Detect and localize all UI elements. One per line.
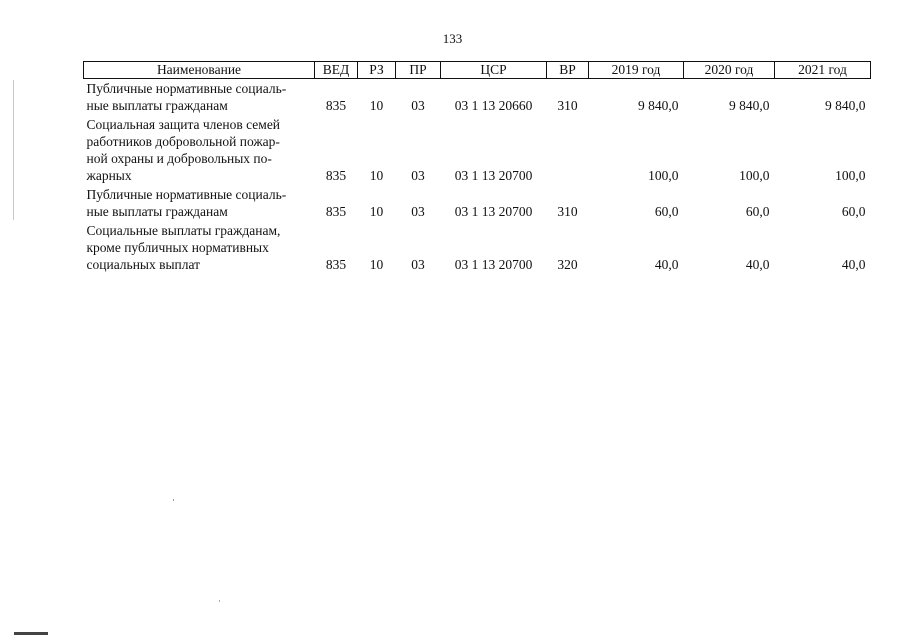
cell-2019: 60,0 [654, 204, 679, 219]
header-ved: ВЕД [315, 62, 358, 79]
cell-2021: 40,0 [841, 257, 866, 272]
row-name [84, 115, 315, 185]
header-2020: 2020 год [684, 62, 775, 79]
row-name-line: социальных выплат [86, 257, 201, 272]
cell-rz: 10 [369, 204, 384, 219]
cell-2021: 60,0 [841, 204, 866, 219]
header-csr: ЦСР [441, 62, 547, 79]
cell-csr: 03 1 13 20700 [454, 168, 533, 183]
cell-csr: 03 1 13 20700 [454, 204, 533, 219]
table-header-row [84, 62, 871, 79]
table-row [84, 79, 871, 116]
row-name-line: ной охраны и добровольных по- [86, 151, 272, 166]
cell-rz: 10 [369, 98, 384, 113]
budget-table [83, 61, 871, 274]
cell-2019: 9 840,0 [638, 98, 679, 113]
cell-ved: 835 [325, 204, 347, 219]
cell-2020: 100,0 [739, 168, 770, 183]
page-number: 133 [442, 31, 463, 46]
cell-2021: 100,0 [835, 168, 866, 183]
row-name-line: Социальные выплаты гражданам, [86, 223, 281, 238]
scan-mark [219, 600, 220, 602]
cell-ved: 835 [325, 98, 347, 113]
scan-mark [173, 499, 174, 501]
cell-2019: 40,0 [654, 257, 679, 272]
scan-mark [14, 632, 48, 635]
cell-2020: 60,0 [745, 204, 770, 219]
row-name [84, 185, 315, 221]
cell-rz: 10 [369, 257, 384, 272]
cell-vr: 310 [557, 98, 578, 113]
row-name [84, 221, 315, 274]
cell-2020: 40,0 [745, 257, 770, 272]
cell-rz: 10 [369, 168, 384, 183]
cell-2020: 9 840,0 [729, 98, 770, 113]
row-name-line: Публичные нормативные социаль- [86, 81, 287, 96]
row-name-line: Публичные нормативные социаль- [86, 187, 287, 202]
cell-pr: 03 [411, 257, 425, 272]
cell-pr: 03 [411, 204, 425, 219]
header-pr: ПР [396, 62, 441, 79]
cell-csr: 03 1 13 20660 [454, 98, 533, 113]
cell-vr: 320 [557, 257, 578, 272]
header-rz: РЗ [358, 62, 396, 79]
cell-pr: 03 [411, 98, 425, 113]
table-row [84, 185, 871, 221]
row-name [84, 79, 315, 116]
cell-2021: 9 840,0 [825, 98, 866, 113]
header-2021: 2021 год [775, 62, 871, 79]
row-name-line: работников добровольной пожар- [86, 134, 280, 149]
row-name-line: Социальная защита членов семей [86, 117, 281, 132]
cell-ved: 835 [325, 168, 347, 183]
row-name-line: жарных [86, 168, 132, 183]
row-name-line: кроме публичных нормативных [86, 240, 269, 255]
cell-ved: 835 [325, 257, 347, 272]
cell-pr: 03 [411, 168, 425, 183]
cell-csr: 03 1 13 20700 [454, 257, 533, 272]
row-name-line: ные выплаты гражданам [86, 204, 228, 219]
header-2019: 2019 год [589, 62, 684, 79]
header-name: Наименование [84, 62, 315, 79]
scan-mark [13, 80, 14, 220]
row-name-line: ные выплаты гражданам [86, 98, 228, 113]
header-vr: ВР [547, 62, 589, 79]
cell-vr: 310 [557, 204, 578, 219]
cell-2019: 100,0 [648, 168, 679, 183]
table-row [84, 115, 871, 185]
table-row [84, 221, 871, 274]
cell-vr [547, 115, 589, 185]
